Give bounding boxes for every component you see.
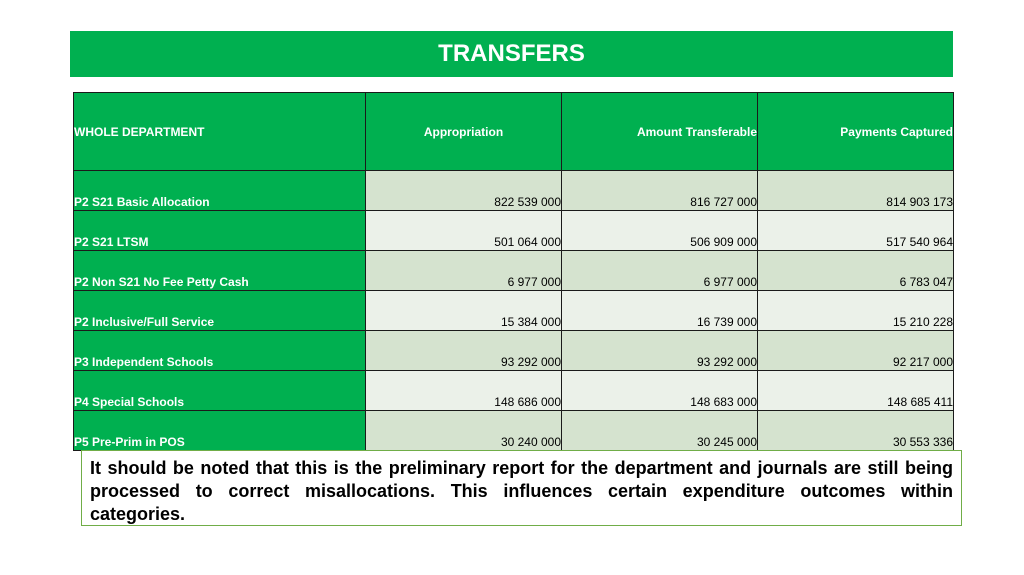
transferable-cell: 6 977 000: [562, 251, 758, 291]
row-label: P5 Pre-Prim in POS: [74, 411, 366, 451]
header-payments-captured: Payments Captured: [758, 93, 954, 171]
transferable-cell: 93 292 000: [562, 331, 758, 371]
captured-cell: 814 903 173: [758, 171, 954, 211]
table-row: [74, 171, 954, 211]
appropriation-cell: 148 686 000: [366, 371, 562, 411]
table-row: [74, 211, 954, 251]
table-header-row: [74, 93, 954, 171]
page-title: TRANSFERS: [70, 31, 953, 77]
header-appropriation: Appropriation: [366, 93, 562, 171]
captured-cell: 517 540 964: [758, 211, 954, 251]
transferable-cell: 506 909 000: [562, 211, 758, 251]
row-label: P2 S21 LTSM: [74, 211, 366, 251]
transfers-table: [73, 92, 954, 451]
transferable-cell: 148 683 000: [562, 371, 758, 411]
table-row: [74, 411, 954, 451]
row-label: P2 S21 Basic Allocation: [74, 171, 366, 211]
table-row: [74, 371, 954, 411]
row-label: P4 Special Schools: [74, 371, 366, 411]
appropriation-cell: 822 539 000: [366, 171, 562, 211]
transferable-cell: 16 739 000: [562, 291, 758, 331]
captured-cell: 148 685 411: [758, 371, 954, 411]
row-label: P2 Inclusive/Full Service: [74, 291, 366, 331]
appropriation-cell: 15 384 000: [366, 291, 562, 331]
table-row: [74, 251, 954, 291]
appropriation-cell: 93 292 000: [366, 331, 562, 371]
captured-cell: 92 217 000: [758, 331, 954, 371]
captured-cell: 6 783 047: [758, 251, 954, 291]
row-label: P2 Non S21 No Fee Petty Cash: [74, 251, 366, 291]
captured-cell: 15 210 228: [758, 291, 954, 331]
header-whole-department: WHOLE DEPARTMENT: [74, 93, 366, 171]
appropriation-cell: 6 977 000: [366, 251, 562, 291]
header-amount-transferable: Amount Transferable: [562, 93, 758, 171]
appropriation-cell: 30 240 000: [366, 411, 562, 451]
transferable-cell: 30 245 000: [562, 411, 758, 451]
captured-cell: 30 553 336: [758, 411, 954, 451]
table-row: [74, 331, 954, 371]
transferable-cell: 816 727 000: [562, 171, 758, 211]
table-row: [74, 291, 954, 331]
row-label: P3 Independent Schools: [74, 331, 366, 371]
appropriation-cell: 501 064 000: [366, 211, 562, 251]
preliminary-report-note: It should be noted that this is the preliminary report for the department and journals are still being processed to correct misallocations. This influences certain expenditure outcomes within categories.: [81, 450, 962, 526]
